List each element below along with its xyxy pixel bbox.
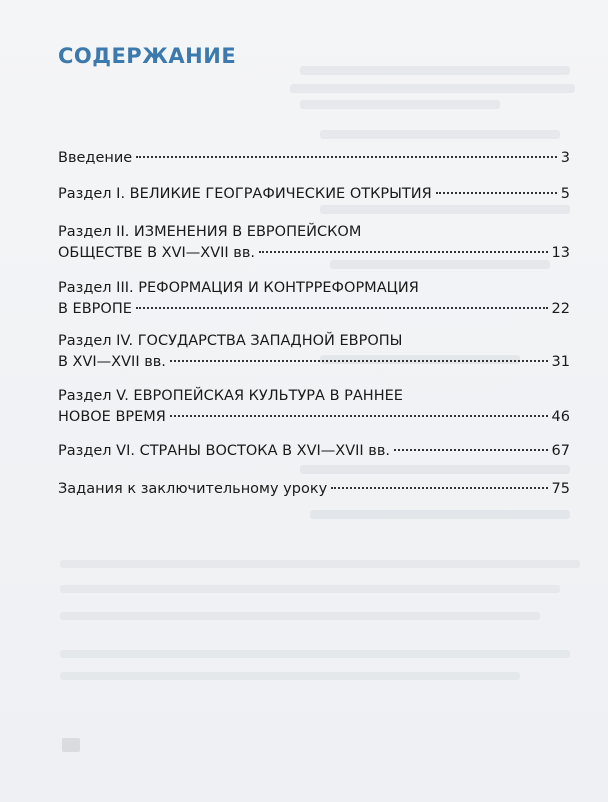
toc-entry-section-5[interactable] (58, 386, 570, 428)
toc-entry-title: В XVI—XVII вв. (58, 354, 166, 370)
show-through-line (300, 100, 500, 109)
dot-leader (136, 307, 548, 309)
toc-page-number: 75 (551, 481, 570, 497)
toc-entry-title: Задания к заключительному уроку (58, 481, 328, 497)
toc-page-number: 22 (551, 301, 570, 317)
toc-page-number: 67 (551, 443, 570, 459)
dot-leader (259, 251, 548, 253)
page-title: СОДЕРЖАНИЕ (58, 44, 237, 68)
toc-entry-title: Раздел VI. СТРАНЫ ВОСТОКА В XVI—XVII вв. (58, 443, 391, 459)
show-through-line (60, 672, 520, 680)
show-through-line (290, 84, 575, 93)
toc-entry-title: Раздел I. ВЕЛИКИЕ ГЕОГРАФИЧЕСКИЕ ОТКРЫТИЯ (58, 186, 432, 202)
show-through-line (320, 130, 560, 139)
show-through-line (300, 465, 570, 474)
show-through-line (60, 650, 570, 658)
toc-entry-section-4[interactable] (58, 331, 570, 373)
toc-page-number: 46 (551, 409, 570, 425)
dot-leader (436, 192, 557, 194)
dot-leader (394, 449, 548, 451)
show-through-line (310, 510, 570, 519)
toc-entry-title-line: Раздел IV. ГОСУДАРСТВА ЗАПАДНОЙ ЕВРОПЫ (58, 333, 403, 349)
show-through-line (60, 612, 540, 620)
toc-page-number: 3 (560, 150, 570, 166)
toc-entry-title-line: Раздел III. РЕФОРМАЦИЯ И КОНТРРЕФОРМАЦИЯ (58, 280, 419, 296)
toc-entry-section-6[interactable] (58, 441, 570, 462)
toc-entry-title-line: Раздел II. ИЗМЕНЕНИЯ В ЕВРОПЕЙСКОМ (58, 224, 362, 240)
dot-leader (331, 487, 547, 489)
show-through-line (300, 66, 570, 75)
toc-entry-title: НОВОЕ ВРЕМЯ (58, 409, 166, 425)
dot-leader (170, 360, 548, 362)
show-through-line (320, 205, 570, 214)
toc-entry-section-1[interactable] (58, 184, 570, 205)
toc-entry-intro[interactable] (58, 148, 570, 169)
corner-mark (62, 738, 80, 752)
show-through-line (60, 585, 560, 593)
toc-entry-section-2[interactable] (58, 222, 570, 264)
toc-entry-title: Введение (58, 150, 133, 166)
toc-entry-final-tasks[interactable] (58, 479, 570, 500)
dot-leader (136, 156, 557, 158)
toc-page-number: 31 (551, 354, 570, 370)
show-through-line (60, 560, 580, 568)
toc-page-number: 5 (560, 186, 570, 202)
toc-entry-title: В ЕВРОПЕ (58, 301, 132, 317)
toc-page-number: 13 (551, 245, 570, 261)
dot-leader (170, 415, 548, 417)
toc-entry-title-line: Раздел V. ЕВРОПЕЙСКАЯ КУЛЬТУРА В РАННЕЕ (58, 388, 403, 404)
toc-entry-title: ОБЩЕСТВЕ В XVI—XVII вв. (58, 245, 255, 261)
toc-entry-section-3[interactable] (58, 278, 570, 320)
